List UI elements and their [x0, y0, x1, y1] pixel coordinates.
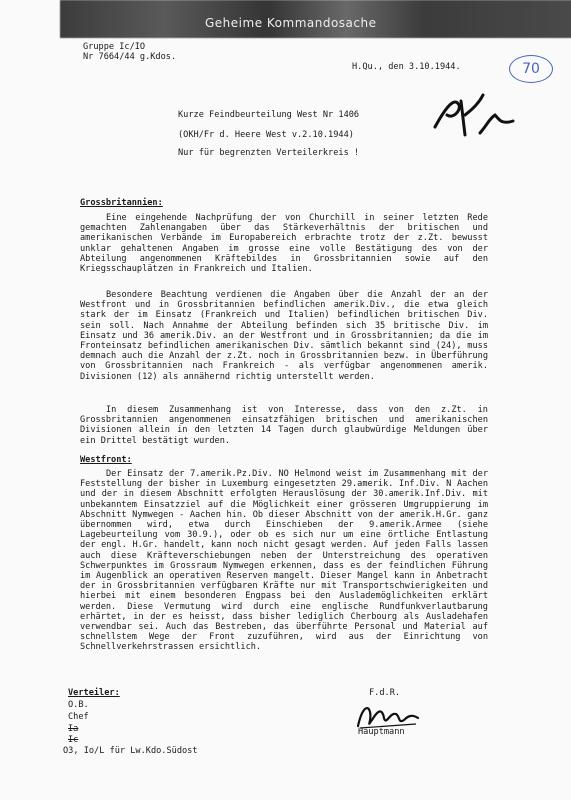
- title-line-3: Nur für begrenzten Verteilerkreis !: [178, 148, 360, 158]
- distribution-item: Chef: [68, 712, 89, 722]
- paragraph-3: In diesem Zusammenhang ist von Interesse, dass von den z.Zt. in Grossbritannien angenommenen einsatzfähigen britischen und amerikanischen Divisionen allein in den letzten 14 Tagen durch glaubwürdige Meldungen über ein Drittel bestätigt wurden.: [80, 405, 488, 446]
- stamp-number: 70: [522, 61, 540, 77]
- paragraph-4: Der Einsatz der 7.amerik.Pz.Div. NO Helmond weist im Zusammenhang mit der Feststellung der bisher in Luxemburg eingesetzten 29.amerik. Inf.Div. N Aachen und der in diesem Abschnitt erfolgten Herauslösung der 30.amerik.Inf.Div. mit unbekanntem Einsatzziel auf die Möglichkeit einer grösseren Umgruppierung im Abschnitt Nymwegen - Aachen hin. Ob dieser Abschnitt von der amerik.H.Gr. ganz übernommen wird, etwa durch Einschieben der 9.amerik.Armee (siehe Lagebeurteilung vom 30.9.), oder ob es sich nur um eine örtliche Entlastung der engl. H.Gr. handelt, kann noch nicht gesagt werden. Auf jeden Falls lassen auch diese Kräfteverschiebungen neben der Unterstreichung des operativen Schwerpunktes im Grossraum Nymwegen erkennen, dass es der feindlichen Führung im Augenblick an operativen Reserven mangelt. Dieser Mangel kann in Anbetracht der in Grossbritannien verfügbaren Kräfte nur mit Transportschwierigkeiten und hierbei mit einem besonderen Engpass bei den Auslademöglichkeiten erklärt werden. Diese Vermutung wird durch eine englische Rundfunkverlautbarung erhärtet, in der es heisst, dass bisher lediglich Cherbourg als Ausladehafen verwendbar sei. Auch das Bestreben, das überführte Personal und Material auf schnellstem Wege der Front zuzuführen, wird aus der Einrichtung von Schnellverkehrstrassen ersichtlich.: [80, 469, 488, 653]
- page-stamp: [509, 55, 553, 83]
- distribution-item: Ia: [68, 724, 79, 734]
- distribution-item: Ic: [68, 735, 79, 745]
- classification-header: Geheime Kommandosache: [205, 16, 377, 30]
- title-line-1: Kurze Feindbeurteilung West Nr 1406: [178, 110, 360, 120]
- paragraph-1: Eine eingehende Nachprüfung der von Churchill in seiner letzten Rede gemachten Zahlenangaben über das Stärkeverhältnis der britischen und amerikanischen Verbände im Europabereich erbrachte trotz der z.Zt. bewusst unklar gehaltenen Angaben im grosse eine volle Bestätigung des von der Abteilung angenommenen Kräftebildes in Grossbritannien sowie auf den Kriegsschauplätzen in Frankreich und Italien.: [80, 213, 488, 275]
- distribution-item: O3, Io/L für Lw.Kdo.Südost: [63, 746, 198, 756]
- paragraph-2: Besondere Beachtung verdienen die Angaben über die Anzahl der an der Westfront und in Grossbritannien befindlichen amerik.Div., die etwa gleich stark der im Einsatz (Frankreich und Italien) befindlichen britischen Div. sein soll. Nach Annahme der Abteilung befinden sich 35 britische Div. im Einsatz und 36 amerik.Div. an der Westfront und in Grossbritannien; da die im Fronteinsatz befindlichen amerikanischen Div. sämtlich bekannt sind (24), muss demnach auch die Anzahl der z.Zt. noch in Grossbritannien bezw. in Überführung von Grossbritannien nach Frankreich - als verfügbar angenommenen amerik. Divisionen (12) als annähernd richtig unterstellt werden.: [80, 290, 488, 382]
- section-heading-grossbritannien: Grossbritannien:: [80, 198, 163, 208]
- signature-rank: Hauptmann: [358, 727, 405, 737]
- initials-signature: [425, 85, 520, 145]
- reference-number: Nr 7664/44 g.Kdos.: [83, 52, 177, 62]
- section-heading-westfront: Westfront:: [80, 455, 132, 465]
- distribution-item: O.B.: [68, 700, 89, 710]
- group-line: Gruppe Ic/IO: [83, 42, 146, 52]
- distribution-heading: Verteiler:: [68, 688, 120, 698]
- place-date: H.Qu., den 3.10.1944.: [352, 62, 461, 72]
- title-line-2: (OKH/Fr d. Heere West v.2.10.1944): [178, 130, 354, 140]
- signature-for: F.d.R.: [369, 688, 401, 698]
